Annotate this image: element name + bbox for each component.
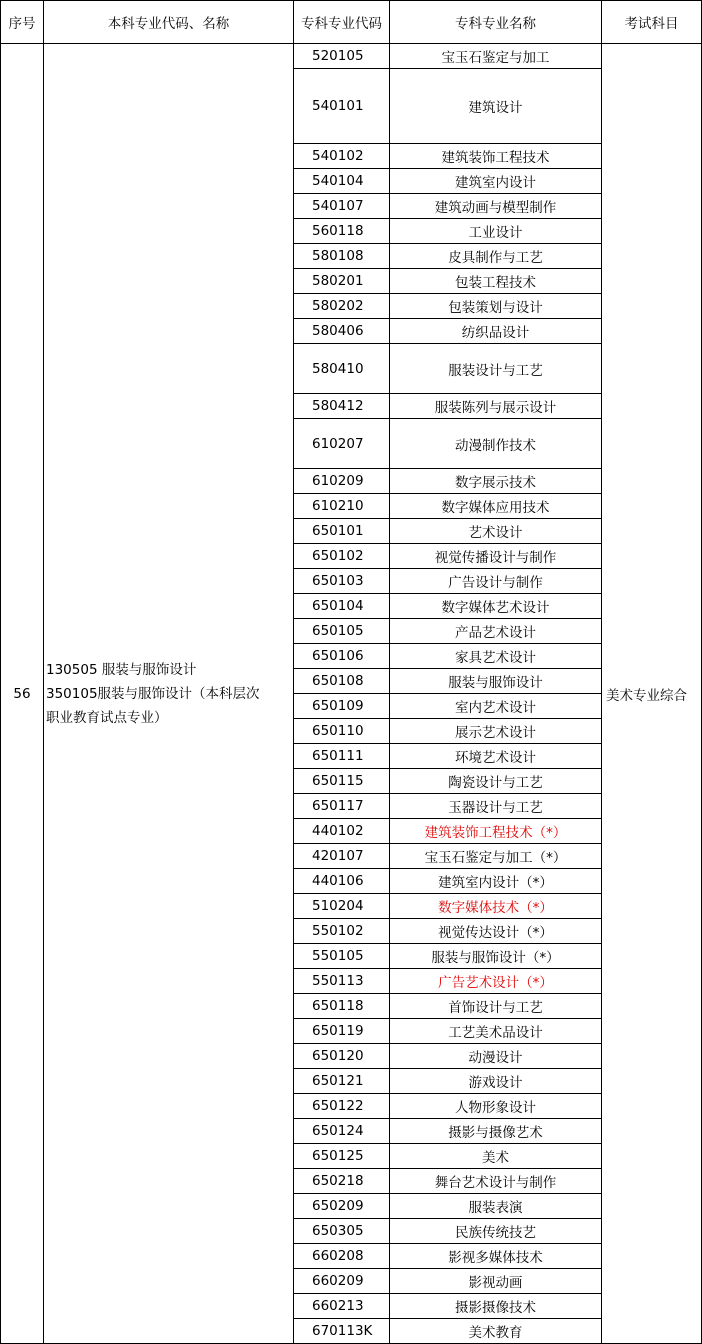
major-name: 建筑装饰工程技术 <box>390 144 602 169</box>
major-code: 650305 <box>294 1219 390 1244</box>
major-name: 建筑动画与模型制作 <box>390 194 602 219</box>
undergrad-major-line: 350105服装与服饰设计（本科层次 <box>46 685 260 702</box>
major-name: 工业设计 <box>390 219 602 244</box>
major-name: 游戏设计 <box>390 1069 602 1094</box>
undergrad-major-line: 130505 服装与服饰设计 <box>46 661 197 678</box>
major-name: 陶瓷设计与工艺 <box>390 769 602 794</box>
major-code: 510204 <box>294 894 390 919</box>
sequence-number: 56 <box>1 44 44 1344</box>
major-code: 420107 <box>294 844 390 869</box>
major-code: 580108 <box>294 244 390 269</box>
major-name: 服装陈列与展示设计 <box>390 394 602 419</box>
major-code: 650218 <box>294 1169 390 1194</box>
major-name: 皮具制作与工艺 <box>390 244 602 269</box>
major-code: 650117 <box>294 794 390 819</box>
major-name: 影视多媒体技术 <box>390 1244 602 1269</box>
major-name: 包装策划与设计 <box>390 294 602 319</box>
header-name: 专科专业名称 <box>390 1 602 44</box>
major-name: 人物形象设计 <box>390 1094 602 1119</box>
major-code: 650209 <box>294 1194 390 1219</box>
major-code: 660209 <box>294 1269 390 1294</box>
major-code: 520105 <box>294 44 390 69</box>
header-row <box>1 1 702 44</box>
major-code: 650110 <box>294 719 390 744</box>
major-code: 610210 <box>294 494 390 519</box>
major-name: 玉器设计与工艺 <box>390 794 602 819</box>
major-code: 650120 <box>294 1044 390 1069</box>
major-code: 650101 <box>294 519 390 544</box>
major-code: 650109 <box>294 694 390 719</box>
major-code: 550113 <box>294 969 390 994</box>
major-name: 建筑室内设计（*） <box>390 869 602 894</box>
major-name: 数字媒体艺术设计 <box>390 594 602 619</box>
undergrad-major-line: 职业教育试点专业） <box>46 709 168 726</box>
major-name: 动漫制作技术 <box>390 419 602 469</box>
major-code: 650108 <box>294 669 390 694</box>
major-name: 数字展示技术 <box>390 469 602 494</box>
major-code: 650104 <box>294 594 390 619</box>
major-code: 440102 <box>294 819 390 844</box>
major-code: 650102 <box>294 544 390 569</box>
major-name: 视觉传达设计（*） <box>390 919 602 944</box>
major-code: 550105 <box>294 944 390 969</box>
major-code: 540107 <box>294 194 390 219</box>
major-code: 580202 <box>294 294 390 319</box>
major-code: 580201 <box>294 269 390 294</box>
major-name: 民族传统技艺 <box>390 1219 602 1244</box>
major-name: 美术教育 <box>390 1319 602 1344</box>
major-code: 540102 <box>294 144 390 169</box>
major-code: 660208 <box>294 1244 390 1269</box>
major-name: 纺织品设计 <box>390 319 602 344</box>
major-name: 家具艺术设计 <box>390 644 602 669</box>
major-name: 工艺美术品设计 <box>390 1019 602 1044</box>
major-name: 广告设计与制作 <box>390 569 602 594</box>
major-code: 650125 <box>294 1144 390 1169</box>
major-code: 650115 <box>294 769 390 794</box>
major-code: 670113K <box>294 1319 390 1344</box>
major-code: 650122 <box>294 1094 390 1119</box>
major-name: 建筑室内设计 <box>390 169 602 194</box>
major-code: 610207 <box>294 419 390 469</box>
major-code: 660213 <box>294 1294 390 1319</box>
major-name: 服装与服饰设计（*） <box>390 944 602 969</box>
major-code: 550102 <box>294 919 390 944</box>
major-name: 美术 <box>390 1144 602 1169</box>
major-name: 摄影与摄像艺术 <box>390 1119 602 1144</box>
major-code: 650119 <box>294 1019 390 1044</box>
header-undergrad: 本科专业代码、名称 <box>44 1 294 44</box>
major-code: 580412 <box>294 394 390 419</box>
major-code: 650111 <box>294 744 390 769</box>
major-code: 580406 <box>294 319 390 344</box>
major-code: 540104 <box>294 169 390 194</box>
major-code: 650118 <box>294 994 390 1019</box>
major-name: 建筑装饰工程技术（*） <box>390 819 602 844</box>
exam-subject: 美术专业综合 <box>602 44 702 1344</box>
table-row <box>1 44 702 69</box>
major-name: 室内艺术设计 <box>390 694 602 719</box>
header-seq: 序号 <box>1 1 44 44</box>
major-name: 服装设计与工艺 <box>390 344 602 394</box>
major-name: 影视动画 <box>390 1269 602 1294</box>
major-name: 摄影摄像技术 <box>390 1294 602 1319</box>
major-name: 动漫设计 <box>390 1044 602 1069</box>
major-name: 视觉传播设计与制作 <box>390 544 602 569</box>
major-name: 产品艺术设计 <box>390 619 602 644</box>
major-name: 首饰设计与工艺 <box>390 994 602 1019</box>
major-code: 650121 <box>294 1069 390 1094</box>
major-code: 540101 <box>294 69 390 144</box>
major-name: 数字媒体技术（*） <box>390 894 602 919</box>
major-name: 服装与服饰设计 <box>390 669 602 694</box>
header-exam: 考试科目 <box>602 1 702 44</box>
major-name: 艺术设计 <box>390 519 602 544</box>
major-code: 580410 <box>294 344 390 394</box>
major-code: 610209 <box>294 469 390 494</box>
major-code: 650106 <box>294 644 390 669</box>
major-name: 舞台艺术设计与制作 <box>390 1169 602 1194</box>
major-name: 服装表演 <box>390 1194 602 1219</box>
major-name: 展示艺术设计 <box>390 719 602 744</box>
major-name: 环境艺术设计 <box>390 744 602 769</box>
major-name: 包装工程技术 <box>390 269 602 294</box>
major-name: 宝玉石鉴定与加工（*） <box>390 844 602 869</box>
header-code: 专科专业代码 <box>294 1 390 44</box>
undergrad-major <box>44 44 294 1344</box>
major-name: 宝玉石鉴定与加工 <box>390 44 602 69</box>
major-code: 650103 <box>294 569 390 594</box>
major-name: 数字媒体应用技术 <box>390 494 602 519</box>
major-code: 650124 <box>294 1119 390 1144</box>
major-code: 560118 <box>294 219 390 244</box>
major-code: 440106 <box>294 869 390 894</box>
major-name: 建筑设计 <box>390 69 602 144</box>
major-code: 650105 <box>294 619 390 644</box>
major-name: 广告艺术设计（*） <box>390 969 602 994</box>
